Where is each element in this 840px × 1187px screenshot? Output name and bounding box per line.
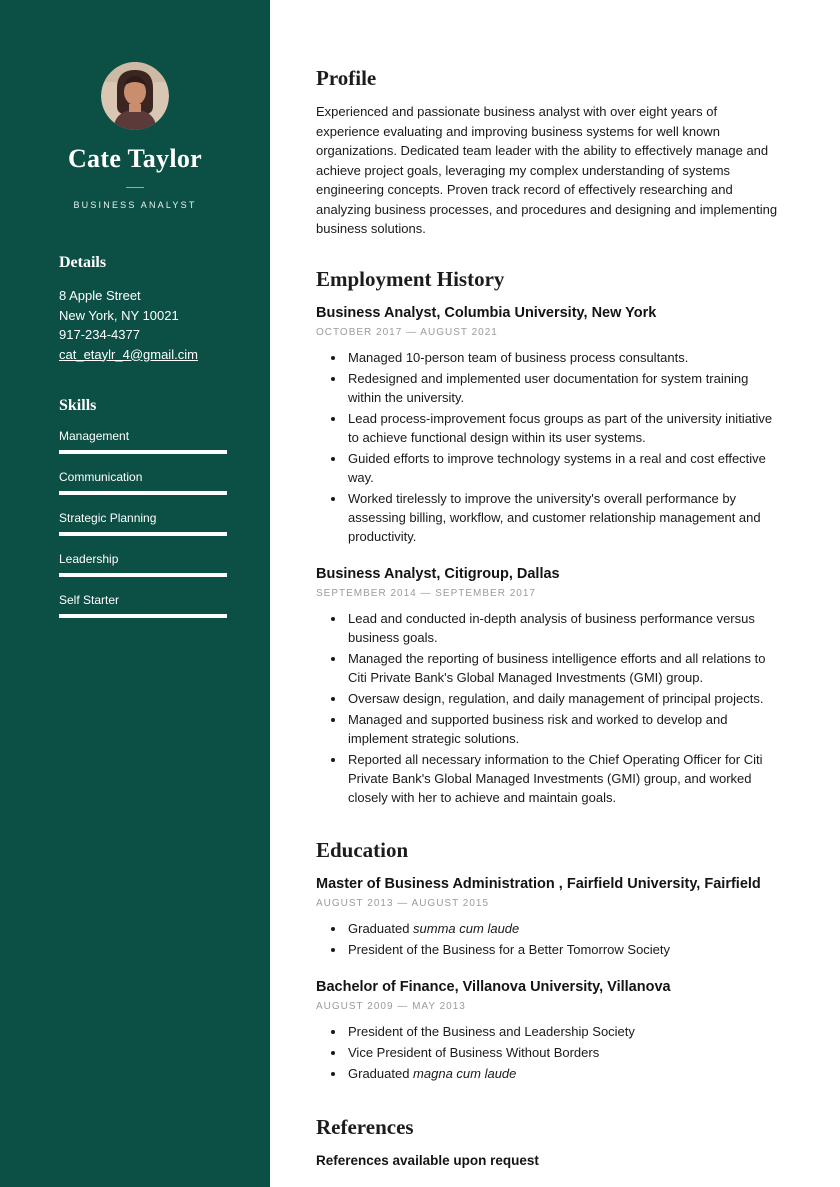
job-bullet: • Redesigned and implemented user documentation for system training within the university. [346,369,781,407]
education-bullet: • President of the Business for a Better Tomorrow Society [346,940,781,959]
skills-heading: Skills [59,397,97,414]
skill-bar-track [59,491,227,495]
skill-label: Communication [59,470,143,484]
skill-label: Self Starter [59,593,120,607]
profile-section [316,66,781,239]
skill-label: Management [59,429,130,443]
education-entry [316,979,781,1083]
degree-dates: AUGUST 2013 — AUGUST 2015 [316,897,490,909]
skill-item [59,511,227,536]
profile-heading: Profile [316,66,377,90]
job-dates: OCTOBER 2017 — AUGUST 2021 [316,326,498,338]
main-content [270,0,840,1187]
education-bullet: • President of the Business and Leadership Society [346,1022,781,1041]
skill-bar-track [59,532,227,536]
degree-title: Bachelor of Finance, Villanova University, Villanova [316,978,671,995]
skill-bar-fill [59,614,227,618]
address-line-2: New York, NY 10021 [59,307,179,323]
job-dates: SEPTEMBER 2014 — SEPTEMBER 2017 [316,587,536,599]
job-title: Business Analyst, Citigroup, Dallas [316,565,560,582]
avatar-photo-icon [101,62,169,130]
name-divider [126,187,144,188]
avatar [101,62,169,130]
skill-item [59,593,227,618]
job-entry [316,305,781,546]
skill-bar-track [59,573,227,577]
job-bullet: • Reported all necessary information to the Chief Operating Officer for Citi Private Bank's Global Managed Investments (GMI) group, and worked closely with her to achieve and maintain goals. [346,750,781,807]
education-entry [316,876,781,959]
education-bullet: • Vice President of Business Without Borders [346,1043,781,1062]
skill-item [59,470,227,495]
references-section [316,1115,781,1168]
profile-text: Experienced and passionate business analyst with over eight years of experience evaluating and improving business systems for well known organizations. Dedicated team leader with the ability to effectively manage and achieve project goals, leveraging my complex understanding of systems engineering concepts. Proven track record of effectively researching and analyzing business processes, and procedures and designing and implementing business solutions. [316,104,778,236]
skill-label: Strategic Planning [59,511,157,525]
job-bullet: • Guided efforts to improve technology systems in a real and cost effective way. [346,449,781,487]
job-role-label: BUSINESS ANALYST [73,200,197,210]
job-bullet: • Worked tirelessly to improve the university's overall performance by assessing billing, workflow, and customer relationship management and productivity. [346,489,781,546]
job-title: Business Analyst, Columbia University, New York [316,304,657,321]
job-bullet: • Managed 10-person team of business process consultants. [346,348,781,367]
education-bullet-list [316,919,781,959]
education-bullet: • Graduated summa cum laude [346,919,781,938]
skill-bar-fill [59,573,227,577]
skill-bar-fill [59,532,227,536]
skill-bar-fill [59,450,227,454]
email-link[interactable]: cat_etaylr_4@gmail.cim [59,346,198,362]
degree-dates: AUGUST 2009 — MAY 2013 [316,1000,466,1012]
phone-number: 917-234-4377 [59,327,140,342]
education-heading: Education [316,837,409,862]
job-entry [316,566,781,807]
job-bullet: • Oversaw design, regulation, and daily management of principal projects. [346,689,781,708]
address-line-1: 8 Apple Street [59,288,141,303]
skills-section [0,397,270,618]
references-heading: References [316,1114,414,1139]
degree-title: Master of Business Administration , Fairfield University, Fairfield [316,875,761,892]
employment-section [316,267,781,807]
skill-label: Leadership [59,552,119,566]
person-name: Cate Taylor [67,144,203,173]
job-bullet: • Managed the reporting of business intelligence efforts and all relations to Citi Private Bank's Global Managed Investments (GMI) group. [346,649,781,687]
job-bullet: • Lead process-improvement focus groups as part of the university initiative to achieve functional design within its user systems. [346,409,781,447]
details-section [0,254,270,364]
education-section [316,838,781,1083]
job-bullet-list [316,609,781,807]
sidebar-header [0,62,270,210]
skill-item [59,429,227,454]
job-bullet: • Lead and conducted in-depth analysis of business performance versus business goals. [346,609,781,647]
education-bullet: • Graduated magna cum laude [346,1064,781,1083]
job-bullet-list [316,348,781,546]
employment-heading: Employment History [316,266,505,291]
job-bullet: • Managed and supported business risk and worked to develop and implement strategic solutions. [346,710,781,748]
references-text: References available upon request [316,1152,539,1168]
skill-bar-track [59,450,227,454]
skill-bar-track [59,614,227,618]
details-heading: Details [59,254,107,271]
skill-bar-fill [59,491,227,495]
sidebar [0,0,270,1187]
education-bullet-list [316,1022,781,1083]
skill-item [59,552,227,577]
